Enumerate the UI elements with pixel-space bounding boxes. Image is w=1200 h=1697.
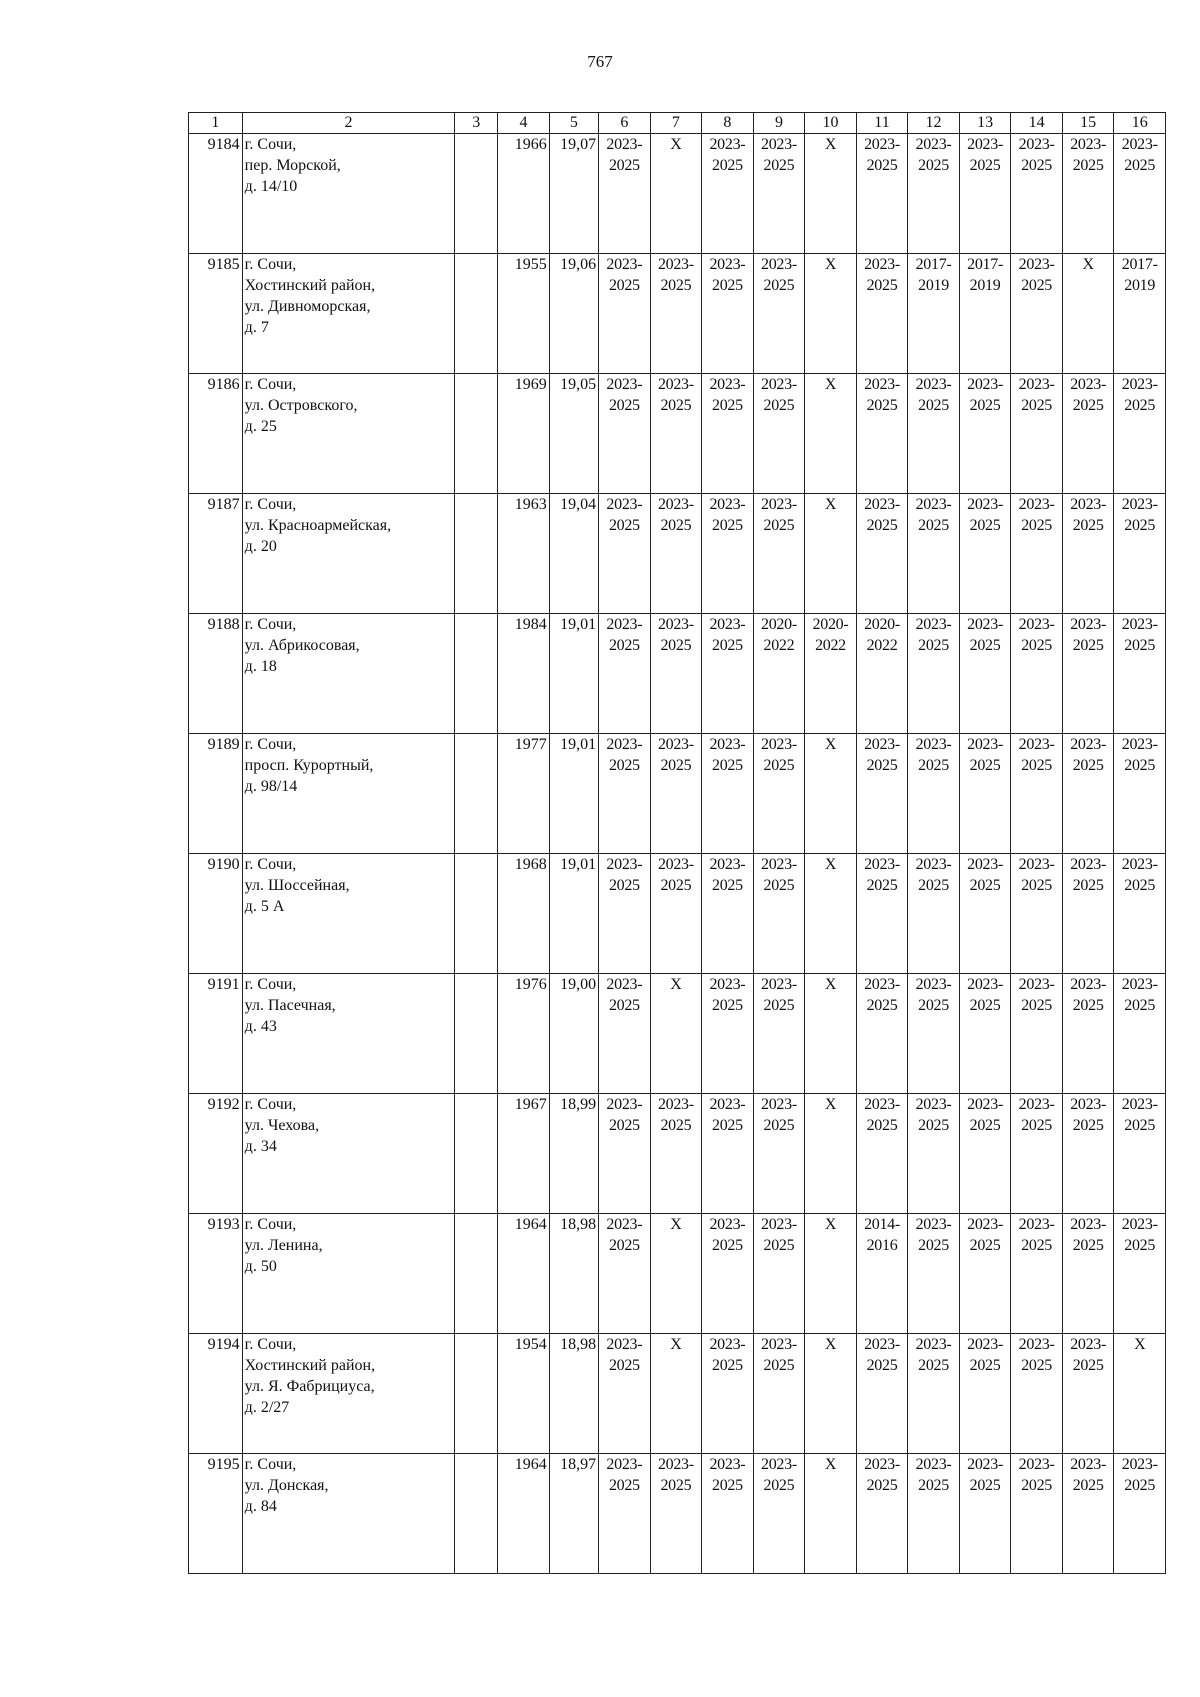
period-cell: 2023- 2025 — [959, 1214, 1011, 1334]
period-cell: X — [650, 974, 702, 1094]
address-line: Хостинский район, — [244, 1357, 376, 1374]
period-cell: 2023- 2025 — [959, 1454, 1011, 1574]
period-cell: 2023- 2025 — [1114, 1454, 1166, 1574]
period-cell: 2023- 2025 — [856, 854, 908, 974]
value-cell: 19,01 — [549, 854, 598, 974]
header-cell: 3 — [455, 113, 498, 134]
period-cell: X — [805, 734, 857, 854]
period-cell: 2023- 2025 — [1114, 374, 1166, 494]
table-row — [189, 1454, 1166, 1574]
row-id: 9194 — [189, 1334, 243, 1454]
period-cell: 2023- 2025 — [1062, 614, 1114, 734]
period-cell: 2023- 2025 — [908, 1214, 960, 1334]
period-cell: 2023- 2025 — [650, 614, 702, 734]
period-cell: 2023- 2025 — [753, 374, 805, 494]
empty-cell — [455, 254, 498, 374]
row-id: 9192 — [189, 1094, 243, 1214]
period-cell: 2014- 2016 — [856, 1214, 908, 1334]
period-cell: 2023- 2025 — [856, 1094, 908, 1214]
period-cell: 2023- 2025 — [908, 734, 960, 854]
period-cell: 2023- 2025 — [908, 374, 960, 494]
period-cell: 2023- 2025 — [908, 1334, 960, 1454]
period-cell: X — [805, 374, 857, 494]
page-number: 767 — [587, 52, 613, 71]
period-cell: 2023- 2025 — [1062, 854, 1114, 974]
period-cell: 2023- 2025 — [599, 974, 651, 1094]
table-row — [189, 1094, 1166, 1214]
value-cell: 19,07 — [549, 134, 598, 254]
empty-cell — [455, 734, 498, 854]
address-cell — [242, 854, 455, 974]
address-line: г. Сочи, — [244, 136, 297, 153]
header-cell: 2 — [242, 113, 455, 134]
header-cell: 10 — [805, 113, 857, 134]
period-cell: X — [805, 1454, 857, 1574]
address-line: д. 5 А — [244, 898, 285, 915]
address-line: д. 34 — [244, 1138, 277, 1155]
empty-cell — [455, 1094, 498, 1214]
address-line: д. 14/10 — [244, 178, 298, 195]
period-cell: 2023- 2025 — [1062, 1094, 1114, 1214]
address-line: г. Сочи, — [244, 976, 297, 993]
year-cell: 1984 — [498, 614, 550, 734]
address-line: ул. Ленина, — [244, 1237, 323, 1254]
address-line: ул. Я. Фабрициуса, — [244, 1378, 375, 1395]
header-cell: 4 — [498, 113, 550, 134]
header-cell: 9 — [753, 113, 805, 134]
period-cell: X — [1114, 1334, 1166, 1454]
address-line: д. 84 — [244, 1498, 277, 1515]
value-cell: 19,06 — [549, 254, 598, 374]
period-cell: 2017- 2019 — [959, 254, 1011, 374]
period-cell: 2023- 2025 — [856, 374, 908, 494]
period-cell: 2023- 2025 — [599, 734, 651, 854]
period-cell: 2023- 2025 — [702, 1334, 754, 1454]
period-cell: 2023- 2025 — [1062, 1214, 1114, 1334]
row-id: 9188 — [189, 614, 243, 734]
header-cell: 15 — [1062, 113, 1114, 134]
header-cell: 11 — [856, 113, 908, 134]
value-cell: 18,97 — [549, 1454, 598, 1574]
period-cell: 2023- 2025 — [1011, 1214, 1063, 1334]
header-cell: 1 — [189, 113, 243, 134]
header-cell: 16 — [1114, 113, 1166, 134]
address-line: ул. Донская, — [244, 1477, 329, 1494]
address-cell — [242, 1094, 455, 1214]
period-cell: X — [1062, 254, 1114, 374]
period-cell: 2023- 2025 — [753, 734, 805, 854]
period-cell: 2020- 2022 — [856, 614, 908, 734]
period-cell: 2023- 2025 — [599, 1094, 651, 1214]
period-cell: 2023- 2025 — [650, 734, 702, 854]
address-cell — [242, 1214, 455, 1334]
period-cell: 2023- 2025 — [1011, 974, 1063, 1094]
period-cell: 2023- 2025 — [908, 494, 960, 614]
period-cell: 2023- 2025 — [959, 374, 1011, 494]
address-line: д. 20 — [244, 538, 277, 555]
value-cell: 18,98 — [549, 1214, 598, 1334]
table-row — [189, 1214, 1166, 1334]
address-line: просп. Курортный, — [244, 757, 374, 774]
table-row — [189, 494, 1166, 614]
period-cell: X — [805, 854, 857, 974]
table-row — [189, 974, 1166, 1094]
period-cell: 2023- 2025 — [959, 134, 1011, 254]
period-cell: 2023- 2025 — [908, 974, 960, 1094]
period-cell: 2023- 2025 — [1114, 134, 1166, 254]
period-cell: 2023- 2025 — [1011, 1334, 1063, 1454]
period-cell: 2023- 2025 — [1114, 1094, 1166, 1214]
period-cell: 2023- 2025 — [908, 134, 960, 254]
period-cell: X — [805, 1214, 857, 1334]
period-cell: 2023- 2025 — [1114, 854, 1166, 974]
header-row — [189, 113, 1166, 134]
empty-cell — [455, 854, 498, 974]
period-cell: X — [805, 1334, 857, 1454]
address-line: ул. Шоссейная, — [244, 877, 350, 894]
period-cell: 2023- 2025 — [650, 374, 702, 494]
period-cell: 2020- 2022 — [805, 614, 857, 734]
period-cell: 2023- 2025 — [702, 494, 754, 614]
period-cell: 2023- 2025 — [1114, 734, 1166, 854]
address-line: ул. Абрикосовая, — [244, 637, 360, 654]
period-cell: 2023- 2025 — [753, 494, 805, 614]
address-line: г. Сочи, — [244, 1456, 297, 1473]
period-cell: 2023- 2025 — [702, 1454, 754, 1574]
period-cell: 2023- 2025 — [702, 1094, 754, 1214]
table-row — [189, 734, 1166, 854]
year-cell: 1977 — [498, 734, 550, 854]
empty-cell — [455, 974, 498, 1094]
address-cell — [242, 374, 455, 494]
period-cell: 2023- 2025 — [1062, 1454, 1114, 1574]
value-cell: 18,98 — [549, 1334, 598, 1454]
table-row — [189, 134, 1166, 254]
period-cell: 2023- 2025 — [753, 854, 805, 974]
period-cell: 2023- 2025 — [753, 1214, 805, 1334]
address-line: д. 18 — [244, 658, 277, 675]
table-row — [189, 1334, 1166, 1454]
address-line: г. Сочи, — [244, 376, 297, 393]
value-cell: 19,00 — [549, 974, 598, 1094]
address-line: г. Сочи, — [244, 256, 297, 273]
period-cell: 2023- 2025 — [1062, 974, 1114, 1094]
period-cell: 2017- 2019 — [908, 254, 960, 374]
period-cell: 2023- 2025 — [908, 854, 960, 974]
period-cell: X — [805, 974, 857, 1094]
empty-cell — [455, 1454, 498, 1574]
year-cell: 1964 — [498, 1214, 550, 1334]
period-cell: 2023- 2025 — [599, 614, 651, 734]
period-cell: X — [805, 494, 857, 614]
period-cell: 2023- 2025 — [599, 494, 651, 614]
period-cell: 2023- 2025 — [702, 1214, 754, 1334]
year-cell: 1963 — [498, 494, 550, 614]
header-cell: 7 — [650, 113, 702, 134]
period-cell: 2023- 2025 — [1114, 494, 1166, 614]
address-line: Хостинский район, — [244, 277, 376, 294]
address-cell — [242, 254, 455, 374]
period-cell: 2023- 2025 — [856, 134, 908, 254]
period-cell: 2023- 2025 — [702, 134, 754, 254]
address-line: г. Сочи, — [244, 496, 297, 513]
period-cell: 2023- 2025 — [650, 494, 702, 614]
header-cell: 5 — [549, 113, 598, 134]
period-cell: 2017- 2019 — [1114, 254, 1166, 374]
address-line: ул. Красноармейская, — [244, 517, 392, 534]
address-line: г. Сочи, — [244, 736, 297, 753]
year-cell: 1968 — [498, 854, 550, 974]
header-cell: 8 — [702, 113, 754, 134]
address-line: д. 98/14 — [244, 778, 298, 795]
year-cell: 1966 — [498, 134, 550, 254]
row-id: 9187 — [189, 494, 243, 614]
empty-cell — [455, 374, 498, 494]
address-cell — [242, 1454, 455, 1574]
period-cell: 2023- 2025 — [753, 1094, 805, 1214]
year-cell: 1976 — [498, 974, 550, 1094]
period-cell: 2023- 2025 — [1062, 494, 1114, 614]
period-cell: 2023- 2025 — [753, 254, 805, 374]
period-cell: X — [805, 134, 857, 254]
period-cell: 2023- 2025 — [702, 974, 754, 1094]
address-line: ул. Дивноморская, — [244, 298, 371, 315]
year-cell: 1969 — [498, 374, 550, 494]
address-line: г. Сочи, — [244, 1096, 297, 1113]
period-cell: 2023- 2025 — [599, 1214, 651, 1334]
address-line: д. 25 — [244, 418, 277, 435]
period-cell: 2023- 2025 — [599, 1454, 651, 1574]
period-cell: 2023- 2025 — [856, 1334, 908, 1454]
value-cell: 18,99 — [549, 1094, 598, 1214]
period-cell: 2023- 2025 — [1062, 734, 1114, 854]
period-cell: 2023- 2025 — [1011, 374, 1063, 494]
period-cell: 2023- 2025 — [959, 854, 1011, 974]
period-cell: 2023- 2025 — [599, 1334, 651, 1454]
period-cell: 2023- 2025 — [959, 1094, 1011, 1214]
year-cell: 1967 — [498, 1094, 550, 1214]
address-line: г. Сочи, — [244, 856, 297, 873]
address-line: ул. Островского, — [244, 397, 358, 414]
address-line: г. Сочи, — [244, 1216, 297, 1233]
value-cell: 19,04 — [549, 494, 598, 614]
period-cell: 2023- 2025 — [1011, 1454, 1063, 1574]
header-cell: 14 — [1011, 113, 1063, 134]
period-cell: X — [805, 254, 857, 374]
address-cell — [242, 1334, 455, 1454]
value-cell: 19,01 — [549, 614, 598, 734]
period-cell: 2023- 2025 — [1011, 134, 1063, 254]
header-cell: 6 — [599, 113, 651, 134]
period-cell: 2023- 2025 — [1114, 974, 1166, 1094]
period-cell: 2023- 2025 — [856, 734, 908, 854]
period-cell: 2023- 2025 — [856, 1454, 908, 1574]
period-cell: 2023- 2025 — [856, 974, 908, 1094]
period-cell: 2023- 2025 — [1011, 254, 1063, 374]
address-line: д. 43 — [244, 1018, 277, 1035]
address-line: г. Сочи, — [244, 1336, 297, 1353]
header-cell: 12 — [908, 113, 960, 134]
period-cell: 2023- 2025 — [959, 494, 1011, 614]
year-cell: 1955 — [498, 254, 550, 374]
period-cell: 2023- 2025 — [753, 1334, 805, 1454]
address-line: д. 7 — [244, 319, 269, 336]
period-cell: 2023- 2025 — [1011, 734, 1063, 854]
row-id: 9195 — [189, 1454, 243, 1574]
period-cell: X — [650, 1334, 702, 1454]
period-cell: 2023- 2025 — [702, 374, 754, 494]
period-cell: 2023- 2025 — [1011, 854, 1063, 974]
period-cell: 2023- 2025 — [702, 254, 754, 374]
period-cell: 2023- 2025 — [702, 854, 754, 974]
address-line: д. 50 — [244, 1258, 277, 1275]
empty-cell — [455, 134, 498, 254]
period-cell: 2023- 2025 — [702, 614, 754, 734]
address-cell — [242, 494, 455, 614]
period-cell: X — [805, 1094, 857, 1214]
address-cell — [242, 734, 455, 854]
period-cell: 2023- 2025 — [599, 374, 651, 494]
header-cell: 13 — [959, 113, 1011, 134]
period-cell: 2023- 2025 — [599, 134, 651, 254]
row-id: 9185 — [189, 254, 243, 374]
period-cell: 2023- 2025 — [959, 614, 1011, 734]
address-line: д. 2/27 — [244, 1399, 290, 1416]
row-id: 9191 — [189, 974, 243, 1094]
row-id: 9189 — [189, 734, 243, 854]
period-cell: X — [650, 134, 702, 254]
period-cell: 2023- 2025 — [753, 974, 805, 1094]
period-cell: 2023- 2025 — [650, 254, 702, 374]
period-cell: 2023- 2025 — [599, 254, 651, 374]
period-cell: 2023- 2025 — [856, 254, 908, 374]
period-cell: 2023- 2025 — [1114, 614, 1166, 734]
table-row — [189, 254, 1166, 374]
period-cell: 2020- 2022 — [753, 614, 805, 734]
address-line: пер. Морской, — [244, 157, 341, 174]
address-line: ул. Пасечная, — [244, 997, 336, 1014]
address-cell — [242, 614, 455, 734]
period-cell: 2023- 2025 — [650, 1454, 702, 1574]
year-cell: 1964 — [498, 1454, 550, 1574]
empty-cell — [455, 614, 498, 734]
year-cell: 1954 — [498, 1334, 550, 1454]
address-line: г. Сочи, — [244, 616, 297, 633]
period-cell: 2023- 2025 — [753, 1454, 805, 1574]
address-cell — [242, 974, 455, 1094]
period-cell: 2023- 2025 — [1114, 1214, 1166, 1334]
period-cell: 2023- 2025 — [702, 734, 754, 854]
period-cell: X — [650, 1214, 702, 1334]
period-cell: 2023- 2025 — [908, 614, 960, 734]
period-cell: 2023- 2025 — [753, 134, 805, 254]
row-id: 9186 — [189, 374, 243, 494]
empty-cell — [455, 494, 498, 614]
row-id: 9193 — [189, 1214, 243, 1334]
period-cell: 2023- 2025 — [1011, 494, 1063, 614]
period-cell: 2023- 2025 — [959, 974, 1011, 1094]
period-cell: 2023- 2025 — [1011, 1094, 1063, 1214]
row-id: 9184 — [189, 134, 243, 254]
period-cell: 2023- 2025 — [959, 734, 1011, 854]
address-line: ул. Чехова, — [244, 1117, 320, 1134]
period-cell: 2023- 2025 — [1011, 614, 1063, 734]
table-row — [189, 374, 1166, 494]
period-cell: 2023- 2025 — [1062, 1334, 1114, 1454]
period-cell: 2023- 2025 — [856, 494, 908, 614]
period-cell: 2023- 2025 — [599, 854, 651, 974]
table-row — [189, 614, 1166, 734]
period-cell: 2023- 2025 — [1062, 134, 1114, 254]
value-cell: 19,01 — [549, 734, 598, 854]
empty-cell — [455, 1334, 498, 1454]
period-cell: 2023- 2025 — [908, 1094, 960, 1214]
table-row — [189, 854, 1166, 974]
address-cell — [242, 134, 455, 254]
row-id: 9190 — [189, 854, 243, 974]
period-cell: 2023- 2025 — [650, 1094, 702, 1214]
register-table — [188, 112, 1166, 1574]
table-body — [189, 134, 1166, 1574]
value-cell: 19,05 — [549, 374, 598, 494]
period-cell: 2023- 2025 — [908, 1454, 960, 1574]
period-cell: 2023- 2025 — [959, 1334, 1011, 1454]
period-cell: 2023- 2025 — [650, 854, 702, 974]
empty-cell — [455, 1214, 498, 1334]
period-cell: 2023- 2025 — [1062, 374, 1114, 494]
